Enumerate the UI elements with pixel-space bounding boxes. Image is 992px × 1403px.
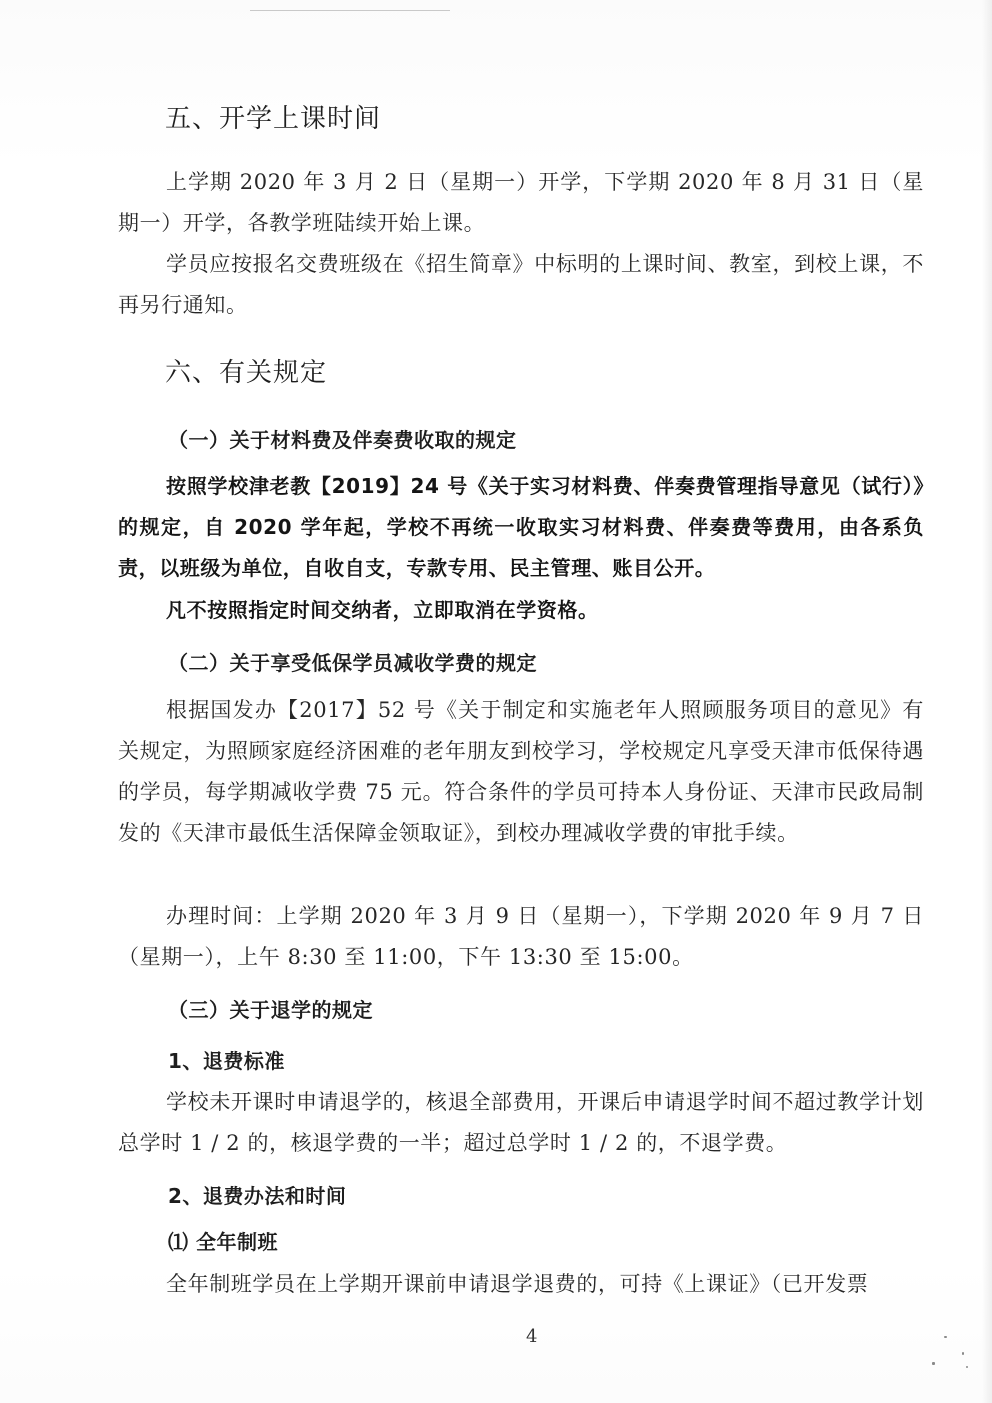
page-number: 4	[526, 1326, 538, 1347]
scan-speck	[962, 1352, 964, 1355]
subsection-1-paragraph-1: 按照学校津老教【2019】24 号《关于实习材料费、伴奏费管理指导意见（试行）》的规定，自 2020 学年起，学校不再统一收取实习材料费、伴奏费等费用，由各系负责，以班级为单位，自收自支，专款专用、民主管理、账目公开。	[118, 474, 924, 580]
subsection-3-heading: （三）关于退学的规定	[168, 998, 373, 1022]
full-year-class-heading: ⑴ 全年制班	[168, 1230, 278, 1254]
subsection-2-heading: （二）关于享受低保学员减收学费的规定	[168, 651, 537, 675]
scan-edge-shadow	[982, 0, 992, 1403]
refund-standard-paragraph: 学校未开课时申请退学的，核退全部费用，开课后申请退学时间不超过教学计划总学时 1 / 2 的，核退学费的一半；超过总学时 1 / 2 的，不退学费。	[118, 1090, 924, 1155]
subsection-2-paragraph-2: 办理时间：上学期 2020 年 3 月 9 日（星期一），下学期 2020 年 9 月 7 日（星期一），上午 8:30 至 11:00，下午 13:30 至 15:00。	[118, 904, 924, 969]
section-5-paragraph-2: 学员应按报名交费班级在《招生简章》中标明的上课时间、教室，到校上课，不再另行通知。	[118, 252, 924, 317]
scan-speck	[966, 1366, 968, 1368]
subsection-1-heading: （一）关于材料费及伴奏费收取的规定	[168, 428, 517, 452]
scan-top-line	[250, 10, 450, 11]
section-5-paragraph-1: 上学期 2020 年 3 月 2 日（星期一）开学，下学期 2020 年 8 月 31 日（星期一）开学，各教学班陆续开始上课。	[118, 170, 924, 235]
full-year-class-paragraph: 全年制班学员在上学期开课前申请退学退费的，可持《上课证》（已开发票	[166, 1272, 869, 1296]
subsection-1-paragraph-2: 凡不按照指定时间交纳者，立即取消在学资格。	[166, 598, 599, 622]
section-5-heading: 五、开学上课时间	[165, 104, 382, 134]
section-6-heading: 六、有关规定	[165, 358, 328, 388]
refund-standard-heading: 1、退费标准	[168, 1049, 285, 1073]
subsection-2-paragraph-1: 根据国发办【2017】52 号《关于制定和实施老年人照顾服务项目的意见》有关规定，为照顾家庭经济困难的老年朋友到校学习，学校规定凡享受天津市低保待遇的学员，每学期减收学费 75 元。符合条件的学员可持本人身份证、天津市民政局制发的《天津市最低生活保障金领取证》，到校办理减收学费的审批手续。	[118, 698, 924, 845]
scan-speck	[944, 1336, 947, 1338]
refund-method-heading: 2、退费办法和时间	[168, 1184, 347, 1208]
scan-speck	[932, 1362, 935, 1365]
